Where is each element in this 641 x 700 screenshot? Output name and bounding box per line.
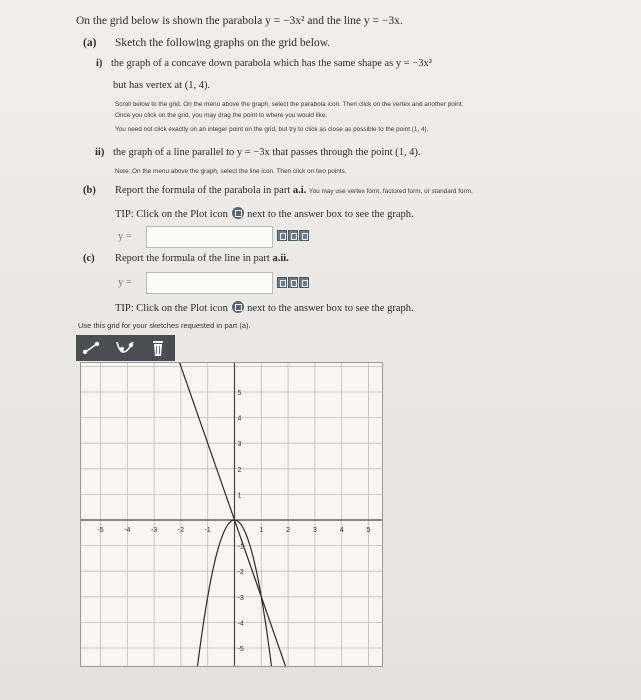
part-c-tip-post: next to the answer box to see the graph. bbox=[247, 303, 414, 314]
graph-toolbar bbox=[76, 335, 175, 361]
part-a-ii-note: Note: On the menu above the graph, select the line icon. Then click on two points. bbox=[115, 168, 347, 175]
graph-area[interactable] bbox=[80, 362, 383, 667]
part-c-tools bbox=[277, 277, 309, 288]
part-c-tip-pre: TIP: Click on the Plot icon bbox=[115, 303, 228, 314]
x-tick-label: 1 bbox=[259, 527, 264, 534]
x-tick-label: 3 bbox=[312, 527, 317, 534]
part-b-keyboard-icon[interactable] bbox=[277, 230, 287, 241]
intro-eq2: y = −3x. bbox=[363, 15, 403, 27]
part-b-answer-input[interactable] bbox=[146, 226, 273, 248]
grid-caption: Use this grid for your sketches requested in part (a). bbox=[78, 321, 251, 330]
y-tick-label: 1 bbox=[237, 492, 242, 500]
part-a-ii-text-tail: that passes through the point (1, 4). bbox=[272, 147, 421, 158]
part-b-tip bbox=[115, 207, 414, 220]
x-tick-label: 2 bbox=[286, 527, 291, 534]
x-tick-label: 5 bbox=[366, 527, 371, 534]
plot-icon bbox=[232, 301, 244, 313]
part-a-ii-equation: y = −3x bbox=[236, 147, 270, 158]
part-a-i-text bbox=[111, 58, 432, 69]
x-tick-label: -5 bbox=[97, 527, 104, 534]
part-b-plot-icon[interactable] bbox=[299, 230, 309, 241]
part-a-i-note1: Scroll below to the grid. On the menu above the graph, select the parabola icon. Then click on the vertex and another point. bbox=[115, 101, 464, 108]
part-a-label: (a) bbox=[83, 37, 97, 49]
y-tick-label: -3 bbox=[237, 594, 244, 602]
x-tick-label: -2 bbox=[177, 527, 185, 534]
parabola-tool-icon bbox=[109, 335, 141, 361]
y-tick-label: 5 bbox=[237, 390, 242, 397]
y-tick-label: 2 bbox=[237, 466, 242, 474]
part-a-i-text-body: the graph of a concave down parabola which has the same shape as bbox=[111, 58, 394, 69]
part-a-instruction: Sketch the following graphs on the grid below. bbox=[115, 37, 331, 49]
intro-prefix: On the grid below is shown the parabola bbox=[76, 15, 263, 27]
parabola-tool-button[interactable] bbox=[109, 335, 141, 361]
part-c-plot-icon[interactable] bbox=[299, 277, 309, 288]
part-b-label: (b) bbox=[83, 185, 96, 196]
part-b-answer-label: y = bbox=[118, 231, 132, 242]
part-a-i-equation: y = −3x² bbox=[395, 58, 432, 69]
part-b-note: You may use vertex form, factored form, or standard form. bbox=[308, 188, 473, 195]
y-tick-label: -2 bbox=[237, 569, 244, 577]
x-tick-label: -1 bbox=[204, 527, 211, 534]
part-b-tip-pre: TIP: Click on the Plot icon bbox=[115, 209, 228, 220]
part-a-ii-text bbox=[113, 147, 421, 158]
part-c-answer-label: y = bbox=[118, 277, 132, 288]
part-b-tip-post: next to the answer box to see the graph. bbox=[247, 209, 414, 220]
part-a-i-label: i) bbox=[96, 58, 103, 69]
coordinate-grid[interactable] bbox=[81, 363, 382, 666]
part-c-preview-icon[interactable] bbox=[288, 277, 298, 288]
part-b-tools bbox=[277, 230, 309, 241]
part-c-text bbox=[115, 253, 289, 264]
part-a-i-text2: but has vertex at (1, 4). bbox=[113, 80, 211, 91]
y-tick-label: -1 bbox=[237, 543, 244, 551]
part-b-preview-icon[interactable] bbox=[288, 230, 298, 241]
plot-icon bbox=[232, 207, 244, 219]
part-c-keyboard-icon[interactable] bbox=[277, 277, 287, 288]
trash-tool-button[interactable] bbox=[142, 335, 174, 361]
intro-middle: and the line bbox=[307, 15, 362, 27]
part-a-i-note3: You need not click exactly on an integer point on the grid, but try to click as close as possible to the point (1, 4). bbox=[115, 126, 429, 133]
intro-eq1: y = −3x² bbox=[265, 15, 305, 27]
part-c-text-body: Report the formula of the line in part bbox=[115, 253, 270, 264]
part-c-answer-input[interactable] bbox=[146, 272, 273, 294]
y-tick-label: 4 bbox=[237, 415, 242, 423]
intro-line bbox=[76, 15, 403, 27]
x-tick-label: -4 bbox=[124, 527, 131, 534]
trash-icon bbox=[142, 335, 174, 361]
part-a-ii-label: ii) bbox=[95, 147, 105, 158]
part-b-text bbox=[115, 185, 473, 196]
part-a-i-note2: Once you click on the grid, you may drag the point to where you would like. bbox=[115, 112, 328, 119]
part-c-tip bbox=[115, 301, 414, 314]
line-tool-button[interactable] bbox=[76, 335, 108, 361]
part-a-ii-text-body: the graph of a line parallel to bbox=[113, 147, 235, 158]
x-tick-label: -3 bbox=[150, 527, 158, 534]
part-b-text-body: Report the formula of the parabola in part bbox=[115, 185, 291, 196]
line-tool-icon bbox=[76, 335, 108, 361]
part-b-ref: a.i. bbox=[292, 185, 307, 196]
part-c-ref: a.ii. bbox=[272, 253, 289, 264]
part-c-label: (c) bbox=[83, 253, 95, 264]
y-tick-label: 3 bbox=[237, 441, 242, 449]
y-tick-label: -4 bbox=[237, 620, 244, 628]
x-tick-label: 4 bbox=[339, 527, 344, 534]
y-tick-label: -5 bbox=[237, 646, 244, 653]
